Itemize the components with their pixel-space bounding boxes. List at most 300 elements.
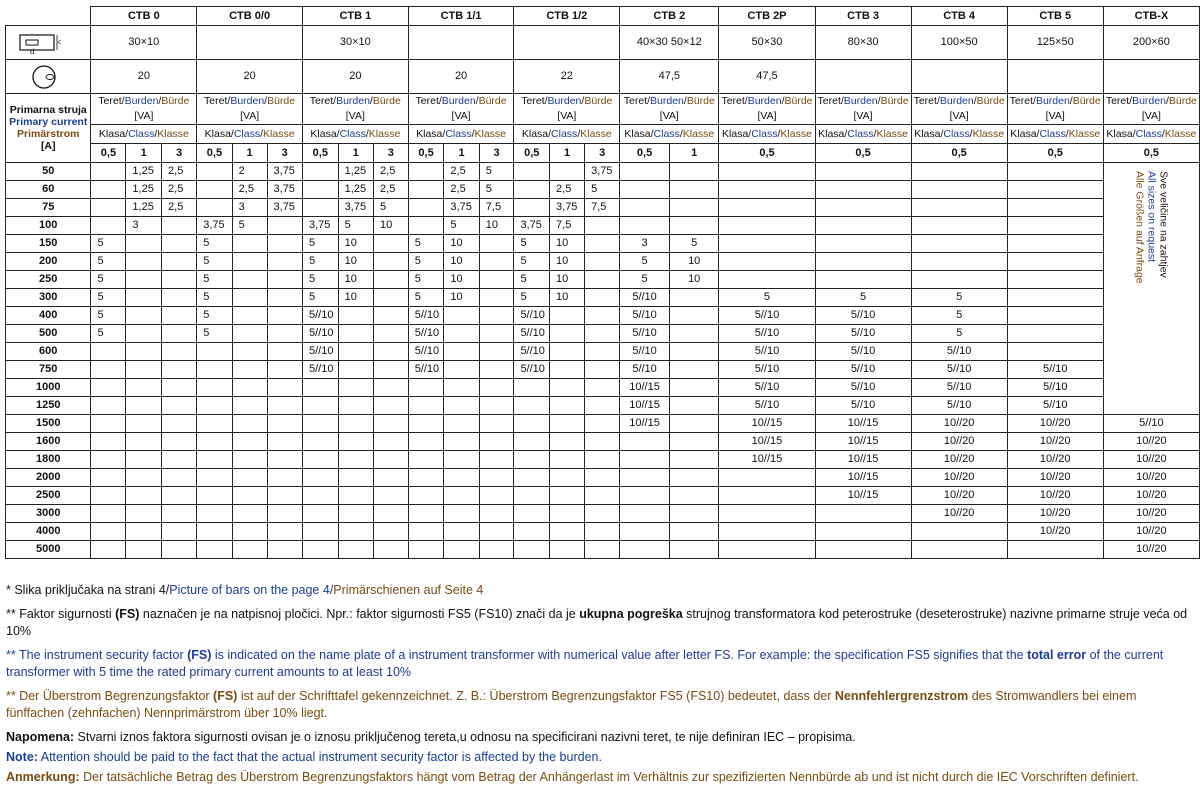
table-cell (444, 343, 479, 361)
table-cell: 5//10 (408, 307, 444, 325)
table-cell (374, 487, 409, 505)
table-cell (232, 415, 267, 433)
table-cell (267, 253, 302, 271)
table-cell (669, 451, 718, 469)
table-cell (91, 181, 126, 199)
table-cell (585, 487, 620, 505)
table-cell (267, 235, 302, 253)
table-cell: 5 (514, 271, 550, 289)
table-cell (620, 541, 670, 559)
table-cell (669, 415, 718, 433)
table-cell: 5 (620, 253, 670, 271)
table-cell: 10//20 (1103, 451, 1199, 469)
table-cell: 5 (911, 289, 1007, 307)
table-cell: 10 (444, 235, 479, 253)
table-cell (550, 415, 585, 433)
table-cell (91, 451, 126, 469)
table-cell (1007, 163, 1103, 181)
table-cell (585, 523, 620, 541)
table-cell: 5//10 (620, 289, 670, 307)
table-cell (126, 487, 162, 505)
table-cell: 10//15 (815, 433, 911, 451)
table-cell (669, 505, 718, 523)
bar-size-ctb2: 40×30 50×12 (620, 26, 719, 60)
table-cell (267, 361, 302, 379)
product-ctb0: CTB 0 (91, 7, 197, 26)
table-cell (479, 451, 514, 469)
round-conductor-icon (26, 64, 66, 90)
table-cell (162, 451, 197, 469)
on-request-note: Sve veličine na zahtjev All sizes on request Alle Größen auf Anfrage (1133, 171, 1170, 284)
table-cell (126, 541, 162, 559)
table-cell: 2,5 (232, 181, 267, 199)
class-value-ctb0-0: 0,5 (91, 144, 126, 163)
class-value-ctb0-1: 1 (126, 144, 162, 163)
table-cell (302, 397, 338, 415)
burden-header-ctb2p: Teret/Burden/Bürde [VA] (719, 94, 815, 125)
table-cell (1007, 307, 1103, 325)
product-ctbx: CTB-X (1103, 7, 1199, 26)
table-cell: 5//10 (302, 343, 338, 361)
table-cell: 10 (444, 289, 479, 307)
table-cell (408, 379, 444, 397)
bar-size-ctb2p: 50×30 (719, 26, 815, 60)
table-cell (374, 451, 409, 469)
class-header-ctb1: Klasa/Class/Klasse (302, 125, 408, 144)
table-row (6, 181, 1200, 199)
burden-header-ctb00: Teret/Burden/Bürde [VA] (197, 94, 303, 125)
table-cell (162, 217, 197, 235)
table-row (6, 505, 1200, 523)
primary-current-value: 300 (6, 289, 91, 307)
primary-current-value: 1000 (6, 379, 91, 397)
table-cell (444, 541, 479, 559)
table-cell (374, 271, 409, 289)
table-cell: 10//15 (815, 451, 911, 469)
table-cell (669, 397, 718, 415)
table-cell (1007, 181, 1103, 199)
table-cell: 10//20 (1103, 541, 1199, 559)
table-cell: 10//20 (1007, 523, 1103, 541)
table-cell (162, 523, 197, 541)
table-cell (1007, 289, 1103, 307)
class-value-ctb11-2: 3 (479, 144, 514, 163)
table-cell (338, 505, 373, 523)
table-cell: 5 (374, 199, 409, 217)
class-header-ctb11: Klasa/Class/Klasse (408, 125, 514, 144)
bar-size-ctb0: 30×10 (91, 26, 197, 60)
table-cell: 5//10 (815, 343, 911, 361)
table-cell (479, 397, 514, 415)
product-ctb2: CTB 2 (620, 7, 719, 26)
table-cell (374, 235, 409, 253)
table-row (6, 433, 1200, 451)
table-cell (1007, 235, 1103, 253)
primary-current-value: 2500 (6, 487, 91, 505)
table-cell: 10 (444, 271, 479, 289)
table-cell (126, 361, 162, 379)
table-cell (162, 361, 197, 379)
class-value-ctb1-1: 1 (338, 144, 373, 163)
table-cell (162, 397, 197, 415)
table-cell (374, 469, 409, 487)
bar-size-ctb11 (408, 26, 514, 60)
table-cell (444, 433, 479, 451)
table-cell (550, 397, 585, 415)
table-cell: 10//15 (815, 487, 911, 505)
table-row (6, 523, 1200, 541)
table-cell: 3 (232, 199, 267, 217)
table-row (6, 271, 1200, 289)
table-cell: 3,75 (267, 181, 302, 199)
table-cell (585, 271, 620, 289)
table-cell (338, 361, 373, 379)
table-cell (232, 469, 267, 487)
table-cell (669, 199, 718, 217)
table-cell: 1,25 (338, 163, 373, 181)
primary-current-value: 3000 (6, 505, 91, 523)
table-cell: 3,75 (267, 199, 302, 217)
table-cell (302, 163, 338, 181)
table-cell (197, 379, 232, 397)
table-cell (444, 325, 479, 343)
table-cell (585, 541, 620, 559)
table-cell (126, 307, 162, 325)
class-header-ctb00: Klasa/Class/Klasse (197, 125, 303, 144)
table-cell: 10//20 (911, 505, 1007, 523)
table-cell (91, 415, 126, 433)
round-size-ctbx (1103, 60, 1199, 94)
table-cell: 5 (91, 271, 126, 289)
burden-header-ctb11: Teret/Burden/Bürde [VA] (408, 94, 514, 125)
table-cell (408, 541, 444, 559)
table-cell (267, 433, 302, 451)
table-cell (669, 325, 718, 343)
table-cell: 10 (550, 289, 585, 307)
table-cell (338, 451, 373, 469)
table-cell (197, 469, 232, 487)
table-cell (126, 253, 162, 271)
table-cell: 5 (444, 217, 479, 235)
table-cell: 10//15 (815, 469, 911, 487)
table-cell (514, 199, 550, 217)
table-cell: 5 (408, 235, 444, 253)
class-header-ctbx: Klasa/Class/Klasse (1103, 125, 1199, 144)
primary-current-label: Primarna struja Primary current Primärstrom [A] (6, 94, 91, 163)
table-cell (815, 505, 911, 523)
table-cell (408, 505, 444, 523)
primary-current-value: 200 (6, 253, 91, 271)
table-cell (267, 451, 302, 469)
note-fs-de: ** Der Überstrom Begrenzungsfaktor (FS) ist auf der Schrifttafel gekennzeichnet. Z. B.: Überstrom Begrenzungsfaktor FS5 (FS10) bedeutet, dass der Nennfehlergrenzstrom des Stromwandlers bei einem fünffachen (zehnfachen) Nennprimärstrom über 10% liegt. (6, 689, 1137, 720)
table-cell (232, 289, 267, 307)
table-cell (719, 523, 815, 541)
table-cell (550, 163, 585, 181)
table-cell (267, 379, 302, 397)
table-cell: 5//10 (408, 325, 444, 343)
table-cell (267, 487, 302, 505)
table-cell (620, 433, 670, 451)
table-row (6, 451, 1200, 469)
table-cell (374, 433, 409, 451)
table-cell: 2 (232, 163, 267, 181)
table-cell: 1,25 (126, 199, 162, 217)
table-cell (91, 217, 126, 235)
table-cell (408, 523, 444, 541)
table-cell: 5//10 (408, 361, 444, 379)
table-cell: 10//15 (620, 415, 670, 433)
round-size-ctb4 (911, 60, 1007, 94)
table-cell (267, 307, 302, 325)
table-cell (815, 163, 911, 181)
table-cell (408, 487, 444, 505)
product-ctb2p: CTB 2P (719, 7, 815, 26)
table-cell (374, 541, 409, 559)
table-cell (815, 181, 911, 199)
table-cell (550, 505, 585, 523)
primary-current-value: 1500 (6, 415, 91, 433)
class-value-ctb1-2: 3 (374, 144, 409, 163)
table-cell (374, 325, 409, 343)
table-cell (479, 235, 514, 253)
table-cell: 5 (911, 307, 1007, 325)
table-cell (815, 541, 911, 559)
table-cell (514, 541, 550, 559)
table-cell (302, 451, 338, 469)
table-cell (514, 451, 550, 469)
class-value-ctb3: 0,5 (815, 144, 911, 163)
table-cell: 3,75 (197, 217, 232, 235)
table-cell: 5//10 (302, 361, 338, 379)
note-anmerkung: Anmerkung: Der tatsächliche Betrag des Überstrom Begrenzungsfaktors hängt vom Betrag der Anhängerlast im Verhältnis zur spezifizierten Nennbürde ab und ist nicht durch die IEC Vorschriften definiert. (6, 770, 1139, 784)
table-cell (514, 487, 550, 505)
table-cell (479, 541, 514, 559)
class-value-ctb00-0: 0,5 (197, 144, 232, 163)
table-cell (232, 343, 267, 361)
table-cell (374, 505, 409, 523)
table-cell (585, 307, 620, 325)
table-cell (338, 469, 373, 487)
table-cell (374, 289, 409, 307)
round-size-ctb5 (1007, 60, 1103, 94)
table-cell (669, 217, 718, 235)
class-value-ctb4: 0,5 (911, 144, 1007, 163)
table-cell (911, 163, 1007, 181)
table-cell (669, 469, 718, 487)
table-cell (585, 343, 620, 361)
table-cell: 10//20 (911, 487, 1007, 505)
table-cell: 5 (91, 253, 126, 271)
note-picture: * Slika priključaka na strani 4/Picture of bars on the page 4/Primärschienen auf Seite 4 (6, 583, 484, 597)
table-cell (197, 433, 232, 451)
table-cell (374, 415, 409, 433)
table-cell (479, 289, 514, 307)
table-cell: 3 (126, 217, 162, 235)
table-cell (408, 451, 444, 469)
table-cell: 3,75 (514, 217, 550, 235)
round-size-ctb12: 22 (514, 60, 620, 94)
table-cell (91, 505, 126, 523)
table-cell: 5//10 (302, 325, 338, 343)
table-cell (302, 469, 338, 487)
table-cell (911, 199, 1007, 217)
table-row (6, 325, 1200, 343)
class-header-ctb2p: Klasa/Class/Klasse (719, 125, 815, 144)
table-cell (479, 343, 514, 361)
table-cell: 5 (911, 325, 1007, 343)
table-cell (444, 469, 479, 487)
corner-cell (6, 7, 91, 26)
table-cell: 10//20 (1103, 505, 1199, 523)
svg-text:c: c (58, 39, 62, 46)
round-size-ctb1: 20 (302, 60, 408, 94)
table-cell (374, 379, 409, 397)
table-cell (408, 397, 444, 415)
table-cell: 5//10 (815, 325, 911, 343)
table-cell (815, 523, 911, 541)
product-ctb4: CTB 4 (911, 7, 1007, 26)
table-cell (126, 451, 162, 469)
table-cell: 10//20 (1007, 505, 1103, 523)
table-cell (232, 433, 267, 451)
table-cell: 5 (197, 253, 232, 271)
footnotes (6, 582, 1192, 789)
table-cell (408, 217, 444, 235)
table-cell: 10 (338, 235, 373, 253)
table-cell: 5//10 (911, 361, 1007, 379)
table-cell: 10 (550, 253, 585, 271)
table-cell (126, 343, 162, 361)
table-cell: 5 (302, 235, 338, 253)
table-cell (719, 541, 815, 559)
table-cell (267, 217, 302, 235)
table-cell (232, 451, 267, 469)
table-cell: 5//10 (514, 343, 550, 361)
table-cell: 10 (444, 253, 479, 271)
table-cell: 10 (550, 235, 585, 253)
primary-current-value: 1250 (6, 397, 91, 415)
table-cell (669, 361, 718, 379)
class-header-ctb5: Klasa/Class/Klasse (1007, 125, 1103, 144)
table-cell: 10//15 (620, 397, 670, 415)
class-value-ctb12-0: 0,5 (514, 144, 550, 163)
table-cell: 5 (91, 235, 126, 253)
table-cell (669, 433, 718, 451)
table-cell: 2,5 (162, 163, 197, 181)
table-cell (267, 397, 302, 415)
table-cell (162, 505, 197, 523)
table-cell (550, 523, 585, 541)
round-size-ctb2: 47,5 (620, 60, 719, 94)
table-cell (162, 253, 197, 271)
table-cell (232, 379, 267, 397)
table-cell (815, 235, 911, 253)
table-cell (232, 271, 267, 289)
table-cell: 3,75 (338, 199, 373, 217)
primary-current-value: 75 (6, 199, 91, 217)
table-cell: 5 (197, 235, 232, 253)
table-cell (669, 307, 718, 325)
table-cell (302, 199, 338, 217)
table-cell (302, 487, 338, 505)
table-cell (232, 397, 267, 415)
table-cell: 10//20 (911, 433, 1007, 451)
table-cell (669, 343, 718, 361)
primary-current-value: 750 (6, 361, 91, 379)
table-cell: 2,5 (550, 181, 585, 199)
table-cell (669, 523, 718, 541)
table-cell (197, 415, 232, 433)
table-cell (302, 433, 338, 451)
table-cell: 5//10 (302, 307, 338, 325)
table-cell: 5//10 (719, 307, 815, 325)
table-cell (267, 271, 302, 289)
table-cell (719, 181, 815, 199)
table-cell: 5 (514, 289, 550, 307)
table-cell (197, 163, 232, 181)
table-cell: 5//10 (719, 343, 815, 361)
table-cell: 5 (408, 271, 444, 289)
table-cell: 5 (232, 217, 267, 235)
table-row (6, 289, 1200, 307)
table-cell: 5//10 (620, 361, 670, 379)
ctb-spec-table (5, 6, 1200, 559)
table-cell: 5//10 (1103, 415, 1199, 433)
primary-current-value: 4000 (6, 523, 91, 541)
table-cell (620, 487, 670, 505)
table-row (6, 307, 1200, 325)
table-row (6, 163, 1200, 181)
table-cell (444, 379, 479, 397)
table-cell (1007, 253, 1103, 271)
table-cell (911, 541, 1007, 559)
table-row (6, 379, 1200, 397)
table-cell: 5//10 (620, 343, 670, 361)
table-cell: 10//15 (719, 451, 815, 469)
table-cell: 5 (197, 325, 232, 343)
table-cell: 5//10 (620, 325, 670, 343)
table-cell (719, 469, 815, 487)
table-cell: 5//10 (815, 397, 911, 415)
table-cell (444, 451, 479, 469)
table-cell (126, 271, 162, 289)
product-ctb11: CTB 1/1 (408, 7, 514, 26)
table-cell (514, 163, 550, 181)
table-cell (162, 487, 197, 505)
table-cell (550, 379, 585, 397)
table-cell: 2,5 (374, 181, 409, 199)
table-cell (815, 199, 911, 217)
table-cell (620, 163, 670, 181)
table-cell (444, 307, 479, 325)
table-row (6, 253, 1200, 271)
table-cell (479, 523, 514, 541)
table-cell (267, 541, 302, 559)
table-cell: 1,25 (338, 181, 373, 199)
primary-current-value: 250 (6, 271, 91, 289)
table-cell (232, 235, 267, 253)
table-cell (585, 433, 620, 451)
table-cell (444, 415, 479, 433)
table-cell (1007, 199, 1103, 217)
table-cell (1007, 343, 1103, 361)
table-cell: 3,75 (585, 163, 620, 181)
table-cell (620, 199, 670, 217)
table-cell (479, 415, 514, 433)
table-cell (197, 181, 232, 199)
table-cell: 3,75 (550, 199, 585, 217)
table-cell (91, 397, 126, 415)
